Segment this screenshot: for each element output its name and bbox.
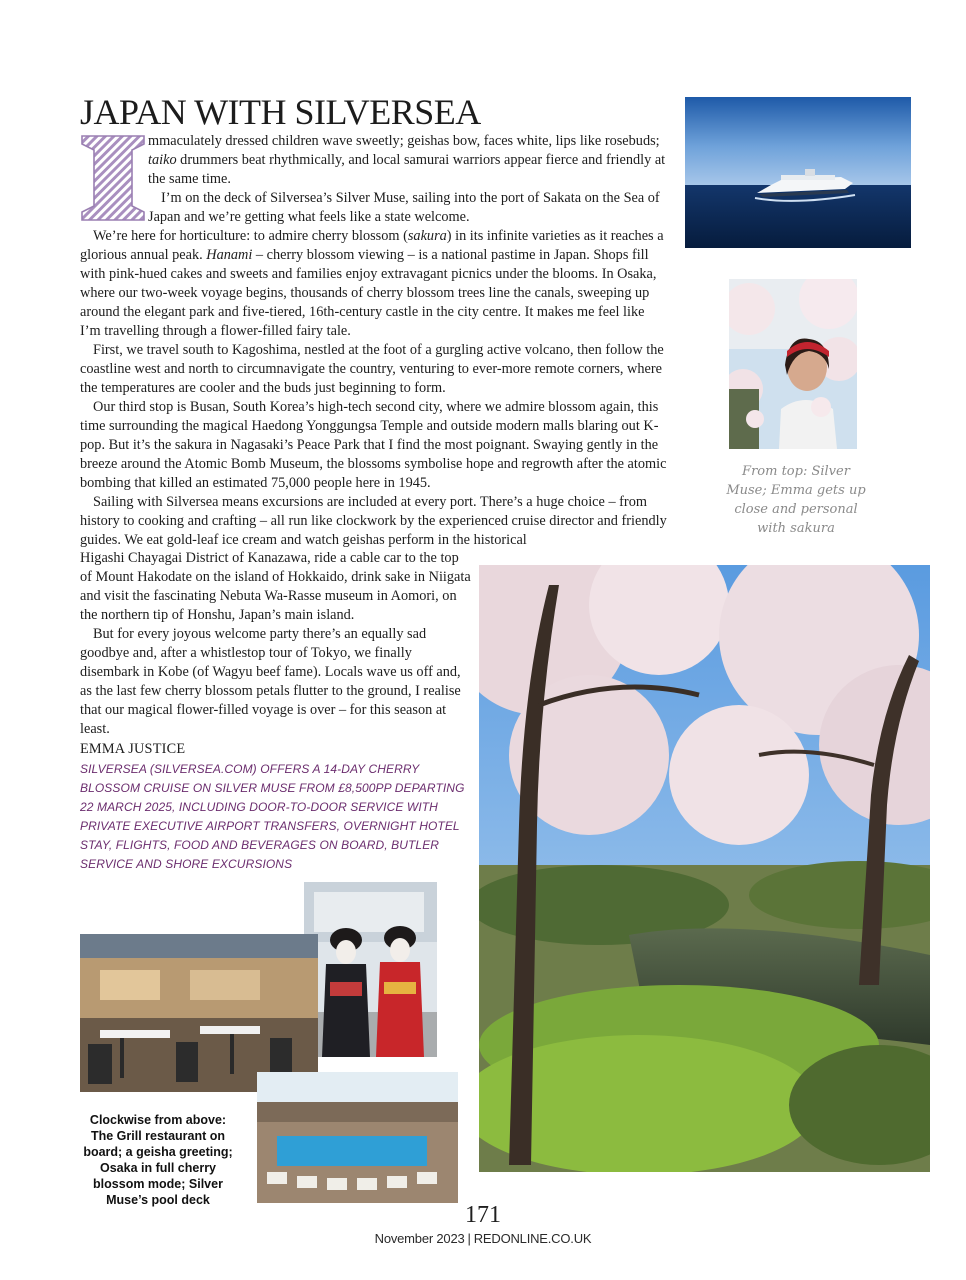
narrow-text-column xyxy=(80,549,472,739)
grill-restaurant-photo xyxy=(80,934,318,1092)
cherry-blossom-garden-photo xyxy=(479,565,930,1172)
drop-cap-letter xyxy=(80,134,146,222)
pool-deck-photo xyxy=(257,1072,458,1203)
issue-date: November 2023 xyxy=(374,1231,465,1246)
main-text-column xyxy=(80,227,668,550)
cruise-ship-photo xyxy=(685,97,911,248)
caption-left-photos: Clockwise from above: The Grill restaurant on board; a geisha greeting; Osaka in full cherry blossom mode; Silver Muse’s pool deck xyxy=(83,1113,233,1207)
footer-separator: | xyxy=(467,1231,471,1246)
geisha-greeting-photo xyxy=(304,882,437,1057)
page-footer xyxy=(300,1231,666,1246)
caption-right-photos: From top: Silver Muse; Emma gets up close and personal with sakura xyxy=(726,464,866,536)
paragraph-excursions-cont: Higashi Chayagai District of Kanazawa, ride a cable car to the top of Mount Hakodate on the island of Hokkaido, drink sake in Niigata and visit the fascinating Nebuta Wa-Rasse museum in Aomori, on the northern tip of Honshu, Japan’s main island. xyxy=(80,550,471,623)
paragraph-kagoshima: First, we travel south to Kagoshima, nestled at the foot of a gurgling active volcano, then follow the coastline west and north to circumnavigate the country, venturing to ever-more remote corners, where the temperatures are cooler and the buds just beginning to form. xyxy=(80,342,664,396)
paragraph-goodbye: But for every joyous welcome party there’s an equally sad goodbye and, after a whistlestop tour of Tokyo, we finally disembark in Kobe (of Wagyu beef fame). Locals wave us off and, as the last few cherry blossom petals flutter to the ground, I realise that our magical flower-filled voyage is over – for this season at least. xyxy=(80,626,461,737)
author-byline: EMMA JUSTICE xyxy=(80,741,186,757)
emma-sakura-photo xyxy=(729,279,857,449)
intro-paragraph-1: mmaculately dressed children wave sweetly; geishas bow, faces white, lips like rosebuds; taiko drummers beat rhythmically, and local samurai warriors appear fierce and friendly at the same time. xyxy=(148,133,666,187)
intro-paragraph-2: I’m on the deck of Silversea’s Silver Muse, sailing into the port of Sakata on the Sea of Japan and we’re getting what feels like a state welcome. xyxy=(148,190,660,225)
article-headline: JAPAN WITH SILVERSEA xyxy=(80,92,481,132)
paragraph-excursions: Sailing with Silversea means excursions are included at every port. There’s a huge choice – from history to cooking and crafting – all run like clockwork by the experienced cruise director and friendly guides. We eat gold-leaf ice cream and watch geishas perform in the historical xyxy=(80,494,667,548)
intro-paragraphs xyxy=(148,132,668,227)
paragraph-busan: Our third stop is Busan, South Korea’s high-tech second city, where we admire blossom again, this time surrounding the magical Haedong Yonggungsa Temple and outside modern malls blaring out K-pop. But it’s the sakura in Nagasaki’s Peace Park that I find the most poignant. Swaying gently in the breeze around the Atomic Bomb Museum, the blossoms symbolise hope and regrowth after the atomic bombing that killed an estimated 75,000 people here in 1945. xyxy=(80,399,667,491)
paragraph-horticulture: We’re here for horticulture: to admire cherry blossom (sakura) in its infinite varieties as it reaches a glorious annual peak. Hanami – cherry blossom viewing – is a national pastime in Japan. Shops fill with pink-hued cakes and sweets and families enjoy extravagant picnics under the blooms. In Osaka, where our two-week voyage begins, thousands of cherry blossom trees line the canals, sweeping up around the elegant park and five-tiered, 16th-century castle in the city centre. It makes me feel like I’m travelling through a flower-filled fairy tale. xyxy=(80,228,664,339)
page-number: 171 xyxy=(465,1202,501,1228)
offer-details: SILVERSEA (SILVERSEA.COM) OFFERS A 14-DAY CHERRY BLOSSOM CRUISE ON SILVER MUSE FROM £8,500PP DEPARTING 22 MARCH 2025, INCLUDING DOOR-TO-DOOR SERVICE WITH PRIVATE EXECUTIVE AIRPORT TRANSFERS, OVERNIGHT HOTEL STAY, FLIGHTS, FOOD AND BEVERAGES ON BOARD, BUTLER SERVICE AND SHORE EXCURSIONS xyxy=(80,762,465,871)
website-url: REDONLINE.CO.UK xyxy=(473,1231,592,1246)
